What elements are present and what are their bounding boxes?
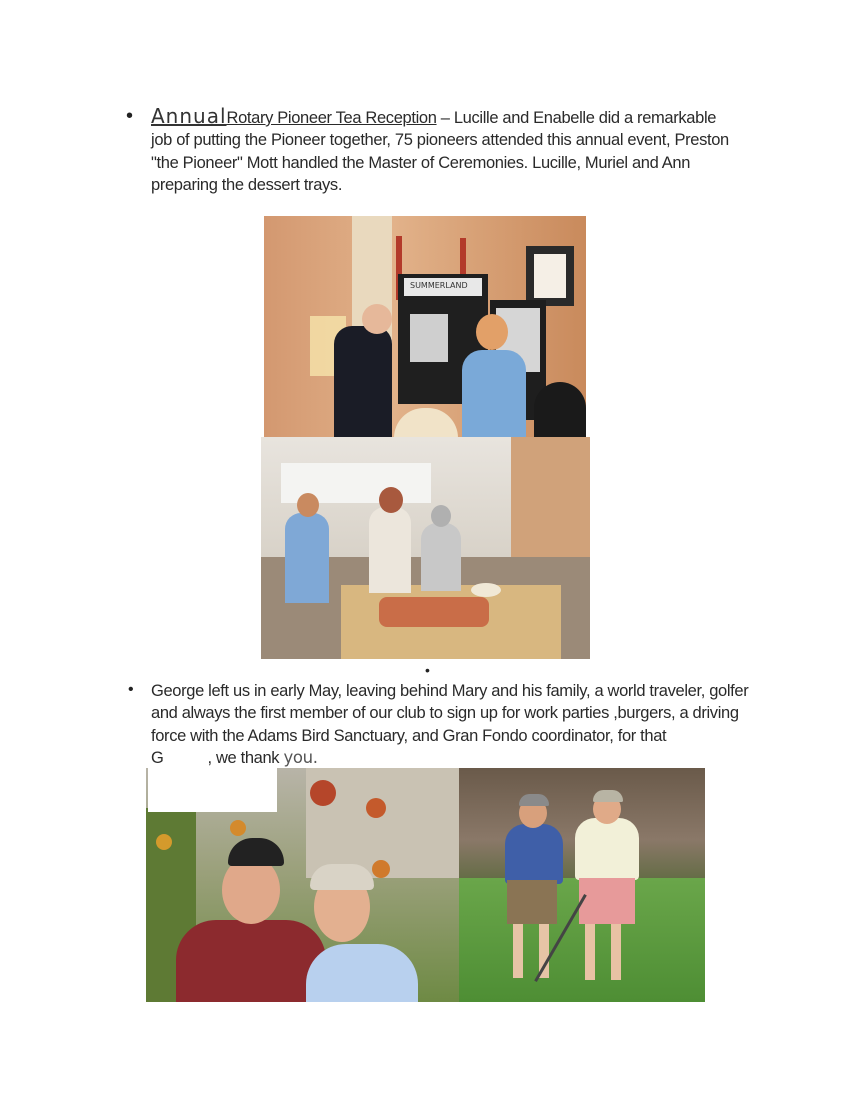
blank-cover-box (148, 768, 277, 812)
annual-word: Annual (151, 104, 227, 128)
summerland-sign-text: SUMMERLAND (410, 281, 468, 290)
george-text: George left us in early May, leaving behind Mary and his family, a world traveler, golfer and always the first member of our club to sign up for work parties ,burgers, a driving force with the Adams Bird Sanctuary, and Gran Fondo coordinator, for that (151, 682, 749, 745)
you-word: you. (283, 747, 318, 767)
g-letter: G (151, 748, 164, 767)
bullet-2: • (128, 681, 134, 698)
photo-golfers (459, 768, 705, 1002)
event-title-link: Rotary Pioneer Tea Reception (226, 109, 437, 127)
we-thank: , we thank (207, 748, 284, 767)
paragraph-george (151, 680, 751, 769)
paragraph-line1-rest: – Lucille and Enabelle did a remarkable (436, 109, 717, 127)
bullet-1: • (126, 105, 134, 127)
summerland-sign (404, 278, 482, 296)
paragraph-body: job of putting the Pioneer together, 75 pioneers attended this annual event, Preston "the Pioneer" Mott handled the Master of Ceremonies. Lucille, Muriel and Ann preparing the dessert trays. (151, 131, 729, 194)
paragraph-tea-reception (151, 105, 751, 196)
stray-dot: • (425, 662, 430, 678)
photo-pioneer-presentation (264, 216, 586, 438)
photo-dessert-trays (261, 437, 590, 659)
